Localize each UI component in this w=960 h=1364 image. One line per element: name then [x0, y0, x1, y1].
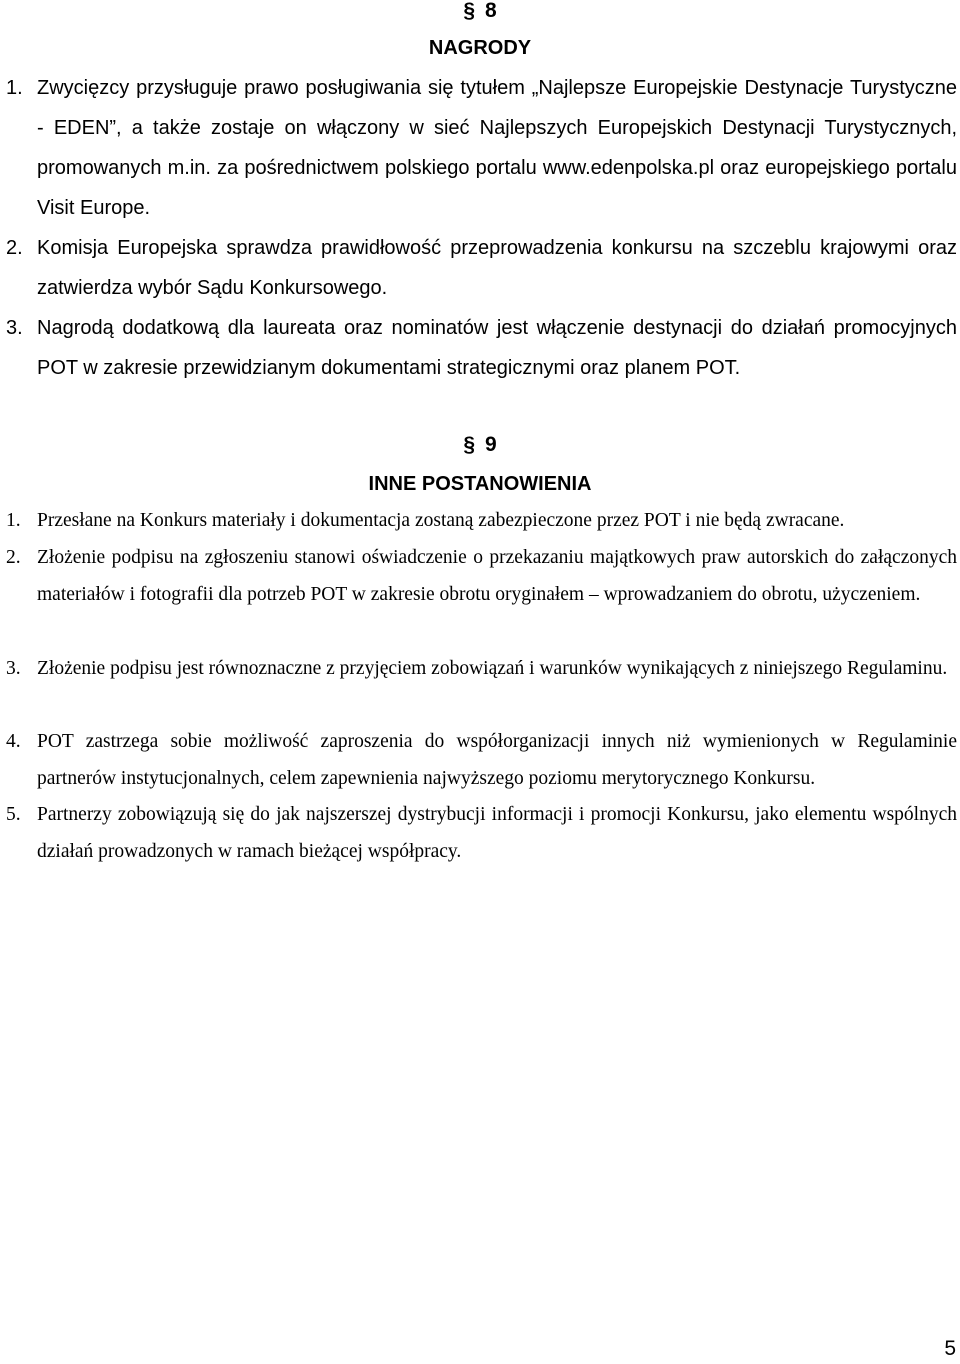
- item-text: Złożenie podpisu jest równoznaczne z przyjęciem zobowiązań i warunków wynikających z niniejszego Regulaminu.: [37, 658, 948, 679]
- section-8-item-1: [0, 68, 960, 228]
- item-text: Komisja Europejska sprawdza prawidłowość przeprowadzenia konkursu na szczeblu krajowymi oraz zatwierdza wybór Sądu Konkursowego.: [37, 237, 957, 299]
- item-number: 4.: [6, 731, 21, 752]
- item-number: 2.: [6, 237, 23, 259]
- item-text: Partnerzy zobowiązują się do jak najszerszej dystrybucji informacji i promocji Konkursu, jako elementu wspólnych działań prowadzonych w ramach bieżącej współpracy.: [37, 804, 957, 862]
- item-number: 5.: [6, 804, 21, 825]
- section-9-item-5: [0, 796, 960, 870]
- item-number: 2.: [6, 547, 21, 568]
- section-9-title: INNE POSTANOWIENIA: [368, 473, 592, 495]
- section-sign: §: [463, 433, 475, 456]
- item-text: Przesłane na Konkurs materiały i dokumentacja zostaną zabezpieczone przez POT i nie będą zwracane.: [37, 510, 845, 531]
- page-number: 5: [944, 1337, 956, 1360]
- section-9-heading: [0, 432, 960, 458]
- section-9-item-2: [0, 539, 960, 613]
- section-8-heading: [0, 0, 960, 24]
- section-9-item-1: [0, 502, 960, 539]
- item-text: Złożenie podpisu na zgłoszeniu stanowi oświadczenie o przekazaniu majątkowych praw autorskich do załączonych materiałów i fotografii dla potrzeb POT w zakresie obrotu oryginałem – wprowadzaniem do obrotu, użyczeniem.: [37, 547, 957, 605]
- section-sign: §: [463, 0, 475, 22]
- item-number: 1.: [6, 77, 23, 99]
- item-text: Zwycięzcy przysługuje prawo posługiwania się tytułem „Najlepsze Europejskie Destynacje Turystyczne - EDEN”, a także zostaje on włączony w sieć Najlepszych Europejskich Destynacji Turystycznych, promowanych m.in. za pośrednictwem polskiego portalu www.edenpolska.pl oraz europejskiego portalu Visit Europe.: [37, 77, 957, 219]
- section-8-title: NAGRODY: [428, 37, 532, 59]
- section-9-item-3: [0, 650, 960, 687]
- section-number: 8: [485, 0, 497, 22]
- section-number: 9: [485, 433, 497, 456]
- item-text: POT zastrzega sobie możliwość zaproszenia do współorganizacji innych niż wymienionych w Regulaminie partnerów instytucjonalnych, celem zapewnienia najwyższego poziomu merytorycznego Konkursu.: [37, 731, 957, 789]
- item-text: Nagrodą dodatkową dla laureata oraz nominatów jest włączenie destynacji do działań promocyjnych POT w zakresie przewidzianym dokumentami strategicznymi oraz planem POT.: [37, 317, 957, 379]
- section-9-item-4: [0, 723, 960, 797]
- item-number: 1.: [6, 510, 21, 531]
- item-number: 3.: [6, 317, 23, 339]
- item-number: 3.: [6, 658, 21, 679]
- section-8-item-2: [0, 228, 960, 308]
- section-8-item-3: [0, 308, 960, 388]
